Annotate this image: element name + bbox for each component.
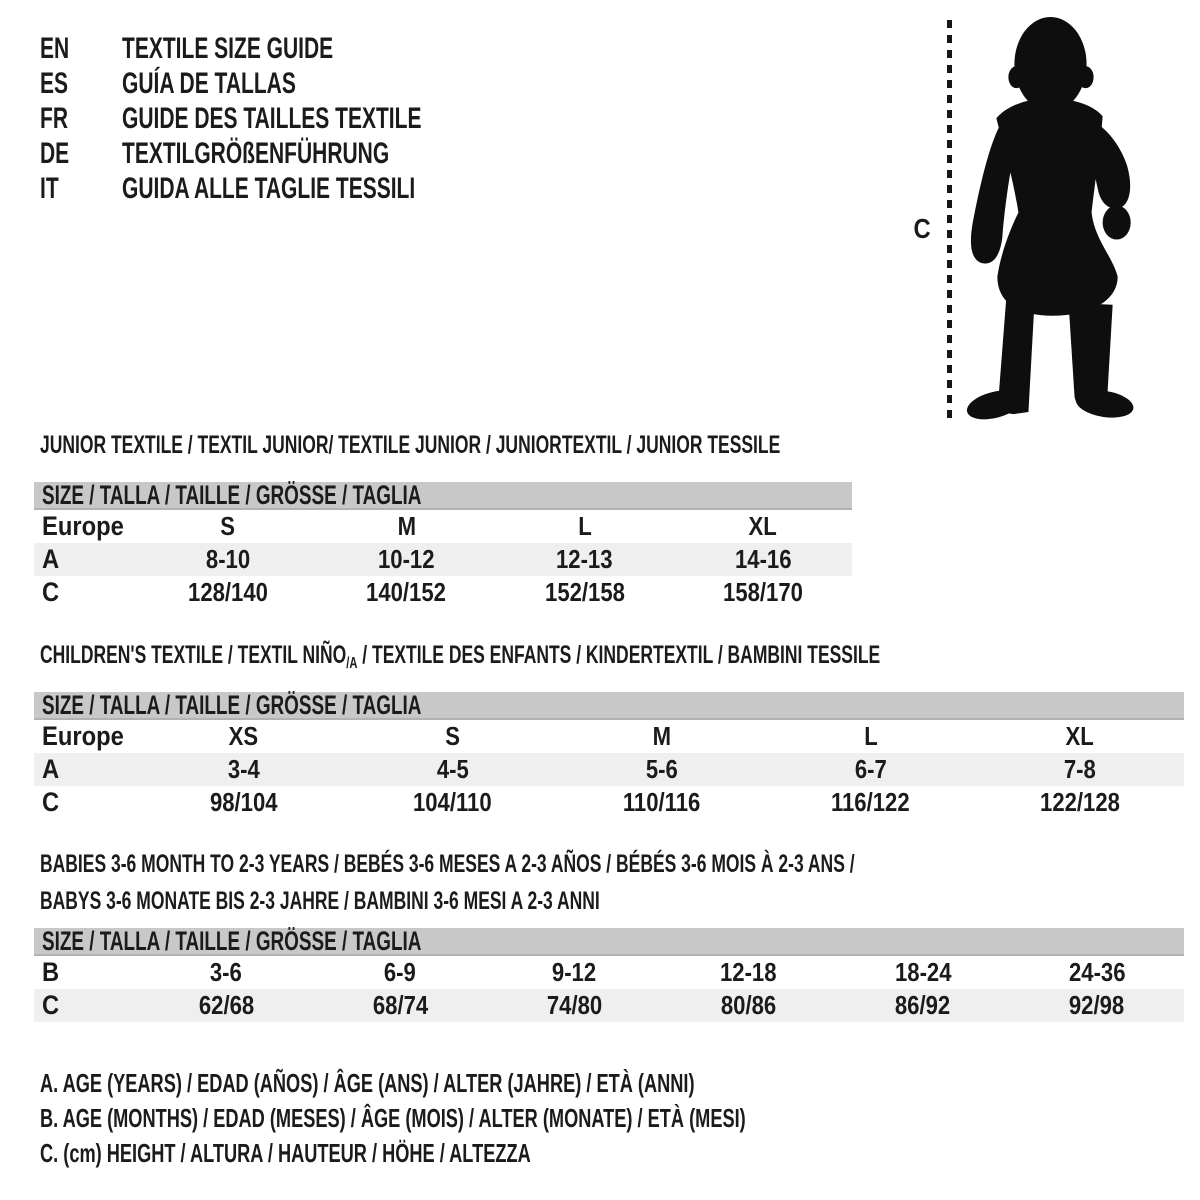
children-size-table — [34, 689, 1184, 819]
language-title: GUÍA DE TALLAS — [122, 66, 296, 100]
table-cell: 6-9 — [384, 957, 417, 987]
height-marker-label: C — [913, 213, 931, 244]
size-header-bar: SIZE / TALLA / TAILLE / GRÖSSE / TAGLIA — [34, 692, 1184, 720]
table-cell: 6-7 — [854, 754, 887, 784]
table-cell: 140/152 — [366, 577, 447, 607]
table-row-age — [34, 753, 1184, 786]
table-cell: XS — [228, 721, 259, 751]
row-label: A — [42, 754, 60, 784]
language-title: TEXTILE SIZE GUIDE — [122, 31, 334, 65]
table-cell: 18-24 — [894, 957, 952, 987]
language-title: TEXTILGRÖßENFÜHRUNG — [122, 136, 390, 170]
children-section-title: CHILDREN'S TEXTILE / TEXTIL $NIÑO_{/A}$ / TEXTILE DES ENFANTS / KINDERTEXTIL / BAMBINI TESSILE — [40, 641, 881, 672]
legend-line-c: C. (cm) HEIGHT / ALTURA / HAUTEUR / HÖHE / ALTEZZA — [40, 1138, 531, 1168]
language-code: FR — [40, 101, 68, 135]
language-row-fr — [40, 101, 550, 136]
table-cell: 14-16 — [734, 544, 792, 574]
table-cell: 86/92 — [895, 990, 951, 1020]
legend-line-a: A. AGE (YEARS) / EDAD (AÑOS) / ÂGE (ANS) / ALTER (JAHRE) / ETÀ (ANNI) — [40, 1068, 695, 1098]
row-label: Europe — [42, 511, 124, 541]
table-cell: 7-8 — [1063, 754, 1096, 784]
row-label: B — [42, 957, 60, 987]
nino-a-subscript: /A — [346, 655, 358, 672]
table-cell: 5-6 — [645, 754, 678, 784]
table-cell: 110/116 — [622, 787, 701, 817]
language-row-it — [40, 171, 550, 206]
table-cell: 3-6 — [210, 957, 243, 987]
row-label: Europe — [42, 721, 124, 751]
legend-line-b: B. AGE (MONTHS) / EDAD (MESES) / ÂGE (MOIS) / ALTER (MONATE) / ETÀ (MESI) — [40, 1103, 746, 1133]
table-cell: 92/98 — [1069, 990, 1125, 1020]
measurement-legend — [40, 1066, 1048, 1171]
table-cell: 158/170 — [722, 577, 803, 607]
language-code: EN — [40, 31, 70, 65]
height-marker-dashed-line — [947, 20, 952, 418]
row-label: C — [42, 577, 60, 607]
table-cell: 122/128 — [1039, 787, 1120, 817]
language-row-en — [40, 31, 550, 66]
table-cell: 4-5 — [436, 754, 469, 784]
row-label: C — [42, 990, 60, 1020]
table-cell: 12-18 — [720, 957, 777, 987]
table-cell: 24-36 — [1068, 957, 1126, 987]
table-cell: XL — [748, 511, 777, 541]
table-cell: S — [220, 511, 236, 541]
table-cell: 116/122 — [831, 787, 910, 817]
table-cell: 104/110 — [413, 787, 492, 817]
table-cell: 80/86 — [720, 990, 777, 1020]
size-header-bar: SIZE / TALLA / TAILLE / GRÖSSE / TAGLIA — [34, 482, 852, 510]
language-code: IT — [40, 171, 59, 205]
toddler-silhouette-image — [964, 14, 1140, 420]
table-cell: L — [863, 721, 878, 751]
row-label: A — [42, 544, 60, 574]
language-code: DE — [40, 136, 70, 170]
table-cell: 128/140 — [188, 577, 269, 607]
table-cell: XL — [1065, 721, 1094, 751]
table-cell: 152/158 — [544, 577, 625, 607]
size-header-bar: SIZE / TALLA / TAILLE / GRÖSSE / TAGLIA — [34, 928, 1184, 956]
babies-size-table — [34, 925, 1184, 1022]
table-cell: 62/68 — [198, 990, 254, 1020]
table-row-age — [34, 543, 852, 576]
table-cell: M — [397, 511, 416, 541]
table-cell: 10-12 — [378, 544, 435, 574]
table-cell: M — [652, 721, 671, 751]
table-cell: L — [577, 511, 592, 541]
language-row-de — [40, 136, 550, 171]
table-row-europe — [34, 510, 852, 543]
language-row-es — [40, 66, 550, 101]
table-row-height — [34, 989, 1184, 1022]
table-row-europe — [34, 720, 1184, 753]
table-row-height — [34, 576, 852, 609]
table-cell: 9-12 — [552, 957, 597, 987]
table-cell: 68/74 — [372, 990, 428, 1020]
table-cell: 3-4 — [227, 754, 260, 784]
table-row-months — [34, 956, 1184, 989]
junior-size-table — [34, 479, 852, 609]
language-title: GUIDA ALLE TAGLIE TESSILI — [122, 171, 416, 205]
table-cell: 74/80 — [546, 990, 603, 1020]
table-cell: 98/104 — [209, 787, 278, 817]
junior-section-title: JUNIOR TEXTILE / TEXTIL JUNIOR/ TEXTILE JUNIOR / JUNIORTEXTIL / JUNIOR TESSILE — [40, 431, 781, 459]
table-cell: S — [445, 721, 460, 751]
babies-section-title: BABIES 3-6 MONTH TO 2-3 YEARS / BEBÉS 3-6 MESES A 2-3 AÑOS / BÉBÉS 3-6 MOIS À 2-3 ANS / BABYS 3-6 MONATE BIS 2-3 JAHRE / BAMBINI 3-6 MESI A 2-3 ANNI — [40, 850, 855, 915]
table-cell: 12-13 — [556, 544, 613, 574]
table-row-height — [34, 786, 1184, 819]
language-heading-block — [40, 31, 550, 206]
row-label: C — [42, 787, 60, 817]
language-title: GUIDE DES TAILLES TEXTILE — [122, 101, 422, 135]
language-code: ES — [40, 66, 69, 100]
table-cell: 8-10 — [205, 544, 251, 574]
